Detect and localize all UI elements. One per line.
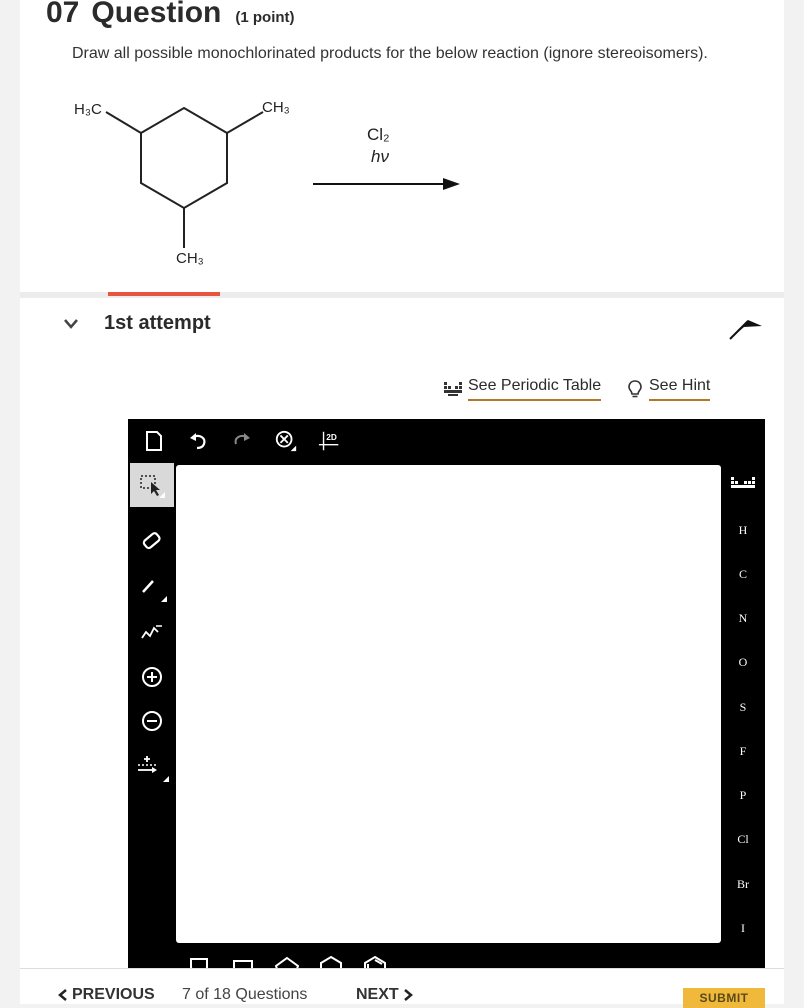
chain-tool-icon[interactable] [134, 613, 170, 649]
submit-button[interactable]: SUBMIT [683, 988, 765, 1008]
substituent-right: CH₃ [262, 99, 290, 116]
lightbulb-icon [627, 380, 643, 398]
2d-mode-icon[interactable] [318, 429, 342, 453]
attempt-label: 1st attempt [104, 312, 211, 334]
clear-icon[interactable] [274, 429, 298, 453]
element-button-p[interactable]: P [739, 788, 747, 802]
chevron-down-icon[interactable] [60, 313, 82, 335]
electron-arrow-tool-icon[interactable] [134, 749, 170, 785]
attempt-header[interactable] [60, 312, 211, 335]
editor-left-toolbar [128, 463, 176, 953]
negative-charge-icon[interactable] [134, 703, 170, 739]
see-periodic-table-link[interactable] [444, 377, 601, 401]
element-button-br[interactable]: Br [737, 877, 749, 891]
undo-icon[interactable] [186, 429, 210, 453]
question-points: (1 point) [235, 9, 295, 26]
redo-icon[interactable] [230, 429, 254, 453]
element-button-cl[interactable]: Cl [737, 832, 749, 846]
element-button-i[interactable]: I [741, 921, 745, 935]
periodic-table-icon [444, 382, 462, 396]
flag-icon[interactable] [726, 312, 766, 342]
previous-button[interactable] [58, 986, 155, 1004]
element-button-s[interactable]: S [739, 700, 747, 714]
element-palette [721, 463, 765, 983]
molecule-editor [128, 419, 765, 986]
next-button[interactable] [356, 986, 413, 1004]
reagent-hv: hν [371, 147, 389, 166]
question-counter[interactable]: 7 of 18 Questions [182, 986, 308, 1003]
question-card [20, 0, 784, 292]
chevron-left-icon [58, 989, 68, 1001]
editor-top-toolbar [128, 419, 765, 463]
question-number: 07 [46, 0, 80, 29]
periodic-table-palette-icon[interactable] [721, 477, 765, 495]
see-hint-link[interactable] [627, 377, 710, 401]
hint-label[interactable]: See Hint [649, 377, 710, 401]
single-bond-tool-icon[interactable] [134, 569, 170, 605]
new-document-icon[interactable] [142, 429, 166, 453]
question-header [46, 0, 295, 30]
2d-badge: 2D [326, 432, 337, 443]
element-button-h[interactable]: H [738, 523, 748, 537]
drawing-canvas[interactable] [176, 465, 721, 943]
question-word: Question [91, 0, 222, 29]
previous-label[interactable]: PREVIOUS [72, 986, 155, 1003]
next-label[interactable]: NEXT [356, 986, 399, 1003]
periodic-table-label[interactable]: See Periodic Table [468, 377, 601, 401]
element-button-c[interactable]: C [738, 567, 747, 581]
substituent-bottom: CH₃ [176, 250, 204, 267]
selection-tool-icon[interactable] [130, 463, 174, 507]
chevron-right-icon [403, 989, 413, 1001]
eraser-icon[interactable] [134, 523, 170, 559]
attempt-tab-indicator [108, 292, 220, 296]
positive-charge-icon[interactable] [134, 659, 170, 695]
reagent-cl2: Cl₂ [367, 125, 390, 144]
element-button-o[interactable]: O [738, 655, 748, 669]
element-button-f[interactable]: F [739, 744, 747, 758]
substituent-left: H₃C [74, 101, 102, 118]
element-button-n[interactable]: N [738, 611, 748, 625]
question-text: Draw all possible monochlorinated products for the below reaction (ignore stereoisomers). [72, 45, 708, 62]
